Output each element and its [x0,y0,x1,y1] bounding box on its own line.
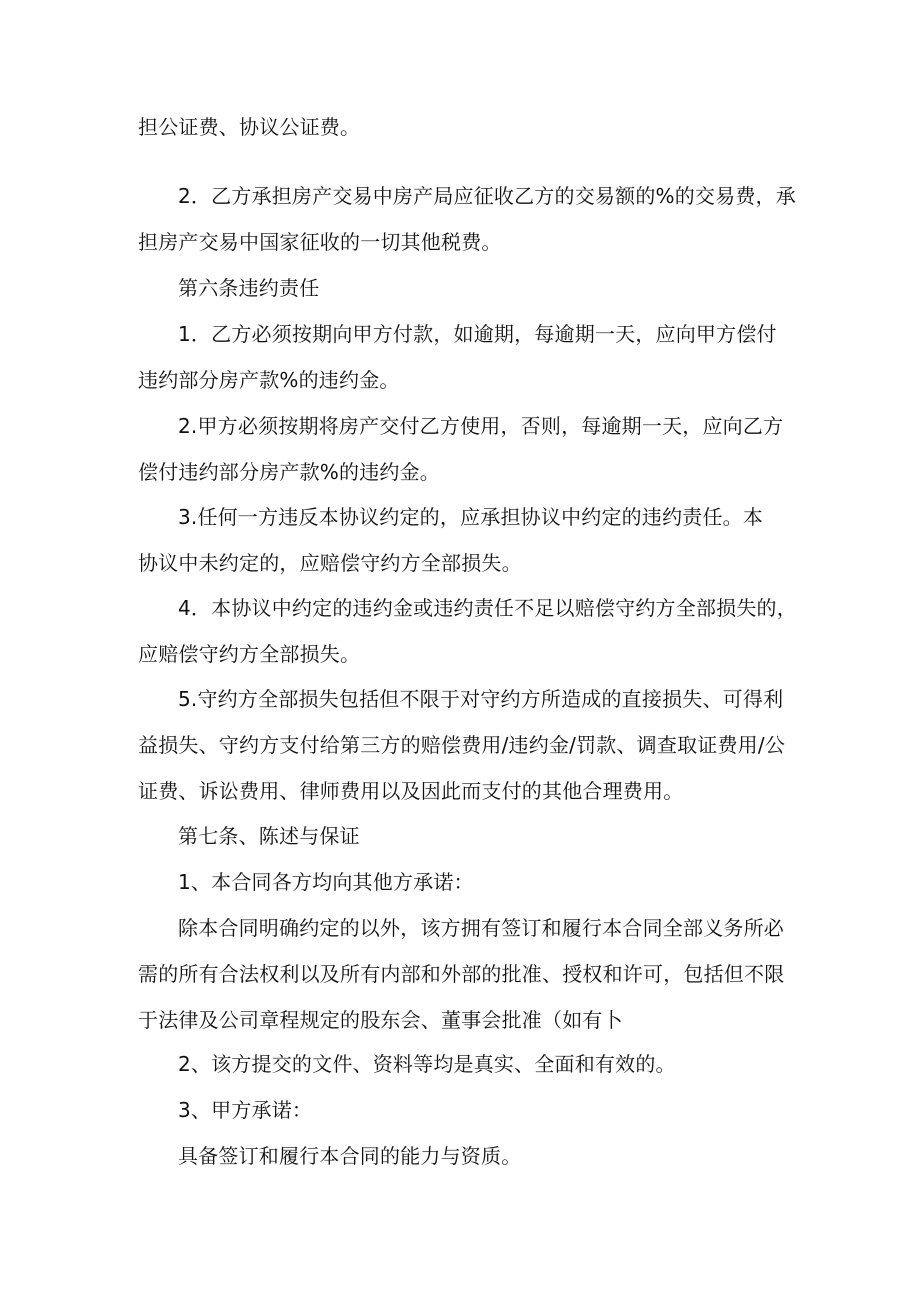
paragraph-12 [138,1041,788,1087]
paragraph-line: 证费、诉讼费用、律师费用以及因此而支付的其他合理费用。 [138,779,684,803]
paragraph-line: 于法律及公司章程规定的股东会、董事会批准（如有卜 [138,1008,623,1032]
paragraph-line: 第六条违约责任 [178,276,320,300]
paragraph-10 [138,859,788,905]
paragraph-line: 担公证费、协议公证费。 [138,115,361,139]
paragraph-line: 违约部分房产款%的违约金。 [138,368,400,392]
paragraph-line: 3.任何一方违反本协议约定的，应承担协议中约定的违约责任。本 [178,505,764,529]
paragraph-line: 需的所有合法权利以及所有内部和外部的批准、授权和许可，包括但不限 [138,962,785,986]
paragraph-line: 第七条、陈述与保证 [178,824,360,848]
paragraph-14 [138,1133,788,1179]
paragraph-line: 除本合同明确约定的以外，该方拥有签订和履行本合同全部义务所必 [178,916,784,940]
paragraph-2 [138,173,796,265]
paragraph-6 [138,494,788,586]
paragraph-line: 担房产交易中国家征收的一切其他税费。 [138,230,502,254]
paragraph-line: 应赔偿守约方全部损失。 [138,642,361,666]
paragraph-4 [138,311,788,403]
paragraph-8 [138,676,788,814]
paragraph-13 [138,1087,788,1133]
section-heading-article-6 [138,265,788,311]
paragraph-line: 2、该方提交的文件、资料等均是真实、全面和有效的。 [178,1052,676,1076]
paragraph-11 [138,905,788,1043]
paragraph-1 [138,104,788,150]
paragraph-5 [138,403,788,495]
paragraph-line: 5.守约方全部损失包括但不限于对守约方所造成的直接损失、可得利 [178,687,784,711]
paragraph-line: 3、甲方承诺： [178,1098,313,1122]
paragraph-line: 2.甲方必须按期将房产交付乙方使用，否则，每逾期一天，应向乙方 [178,414,784,438]
section-heading-article-7 [138,813,788,859]
paragraph-line: 2．乙方承担房产交易中房产局应征收乙方的交易额的%的交易费，承 [178,184,796,208]
paragraph-7 [138,585,797,677]
paragraph-line: 协议中未约定的，应赔偿守约方全部损失。 [138,551,522,575]
paragraph-line: 偿付违约部分房产款%的违约金。 [138,460,441,484]
paragraph-line: 具备签订和履行本合同的能力与资质。 [178,1144,522,1168]
paragraph-line: 益损失、守约方支付给第三方的赔偿费用/违约金/罚款、调查取证费用/公 [138,733,786,757]
paragraph-line: 1、本合同各方均向其他方承诺： [178,870,474,894]
paragraph-line: 4．本协议中约定的违约金或违约责任不足以赔偿守约方全部损失的， [178,596,797,620]
paragraph-line: 1．乙方必须按期向甲方付款，如逾期，每逾期一天，应向甲方偿付 [178,322,777,346]
